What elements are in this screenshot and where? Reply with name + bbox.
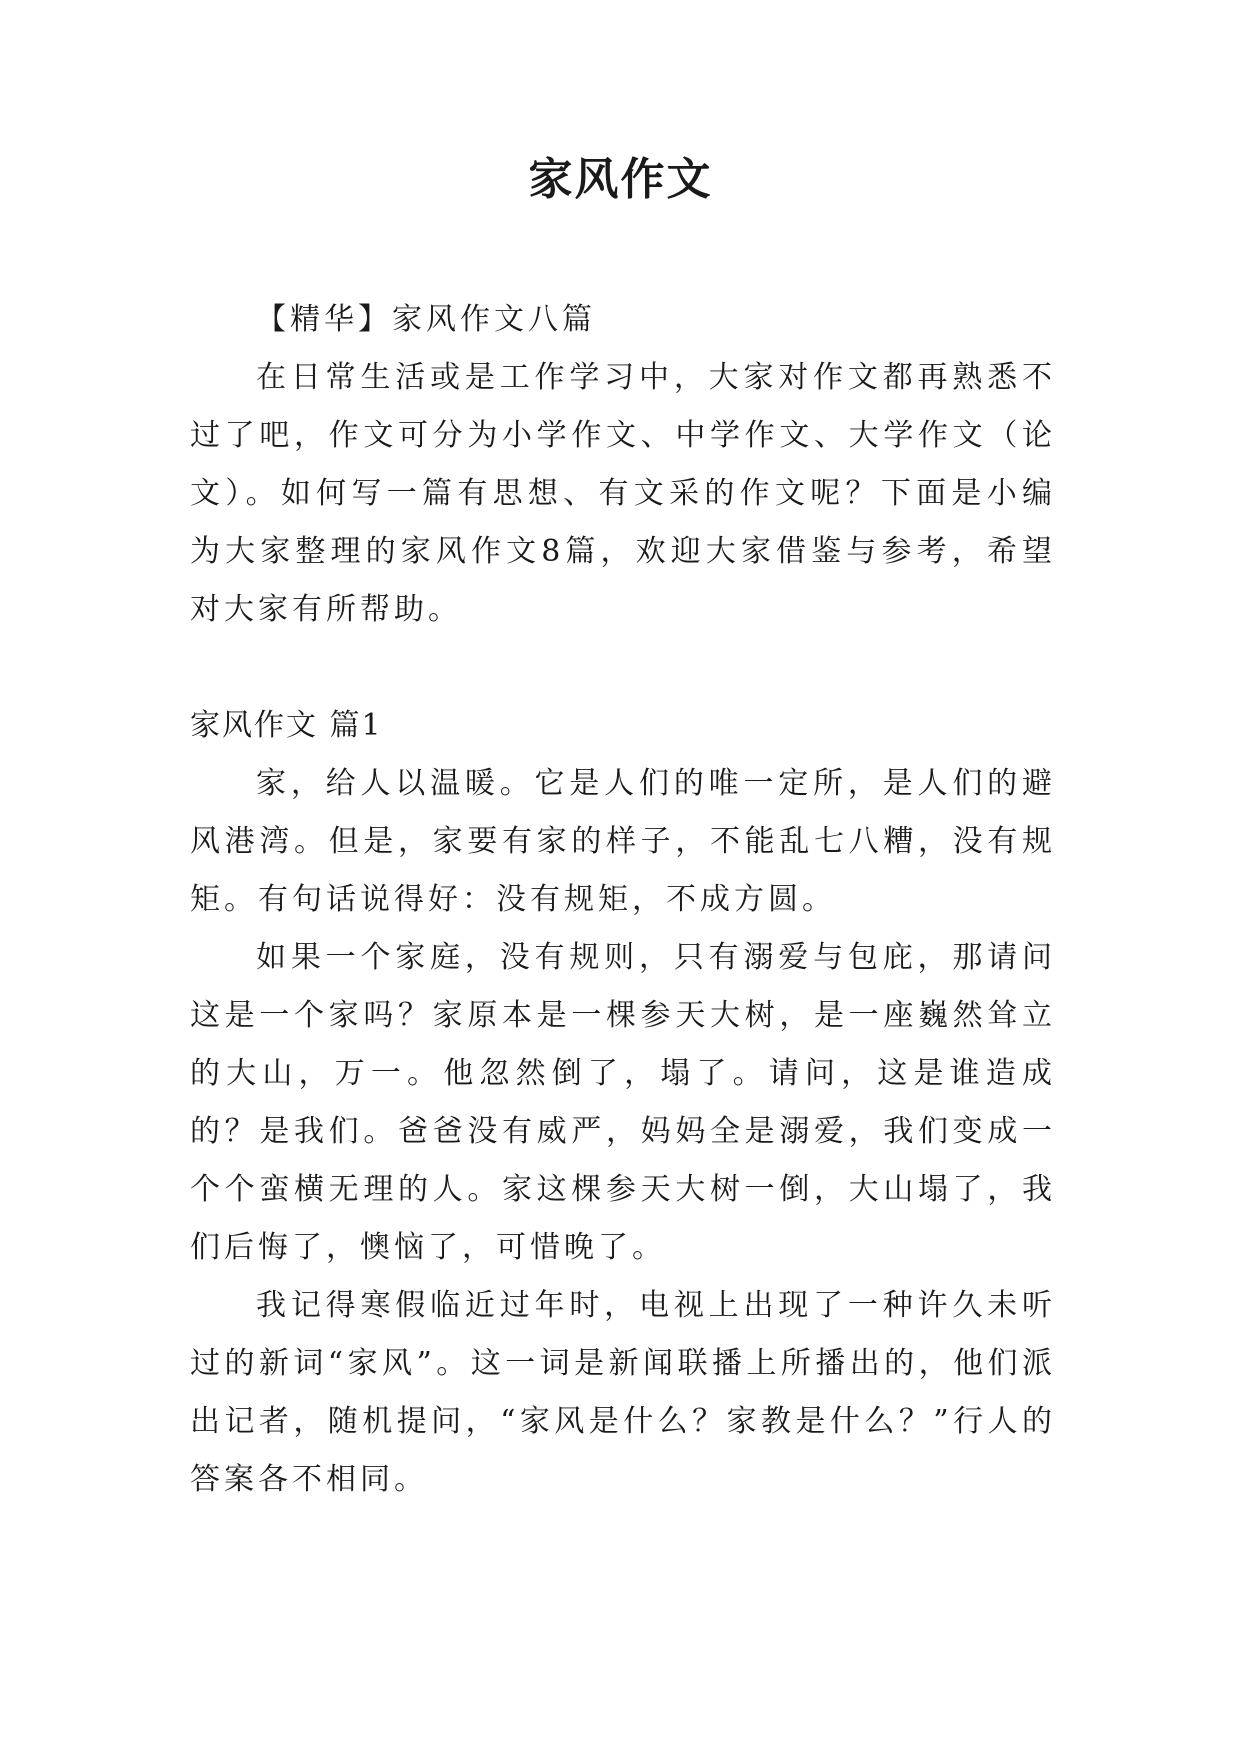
section-heading: 家风作文 篇1 xyxy=(190,708,383,743)
intro-paragraph: 在日常生活或是工作学习中，大家对作文都再熟悉不过了吧，作文可分为小学作文、中学作文、大学作文（论文）。如何写一篇有思想、有文采的作文呢？下面是小编为大家整理的家风作文8篇，欢迎大家借鉴与参考，希望对大家有所帮助。 xyxy=(190,360,1056,627)
section-paragraph-1: 家，给人以温暖。它是人们的唯一定所，是人们的避风港湾。但是，家要有家的样子，不能乱七八糟，没有规矩。有句话说得好：没有规矩，不成方圆。 xyxy=(190,766,1056,917)
document-title: 家风作文 xyxy=(528,154,713,205)
document-body xyxy=(190,291,1056,1509)
section-spacer xyxy=(190,639,1056,697)
section-paragraph-2: 如果一个家庭，没有规则，只有溺爱与包庇，那请问这是一个家吗？家原本是一棵参天大树，是一座巍然耸立的大山，万一。他忽然倒了，塌了。请问，这是谁造成的？是我们。爸爸没有威严，妈妈全是溺爱，我们变成一个个蛮横无理的人。家这棵参天大树一倒，大山塌了，我们后悔了，懊恼了，可惜晚了。 xyxy=(190,940,1056,1265)
section-paragraph-3: 我记得寒假临近过年时，电视上出现了一种许久未听过的新词“家风”。这一词是新闻联播上所播出的，他们派出记者，随机提问，“家风是什么？家教是什么？”行人的答案各不相同。 xyxy=(190,1288,1056,1497)
document-subtitle: 【精华】家风作文八篇 xyxy=(256,302,596,337)
